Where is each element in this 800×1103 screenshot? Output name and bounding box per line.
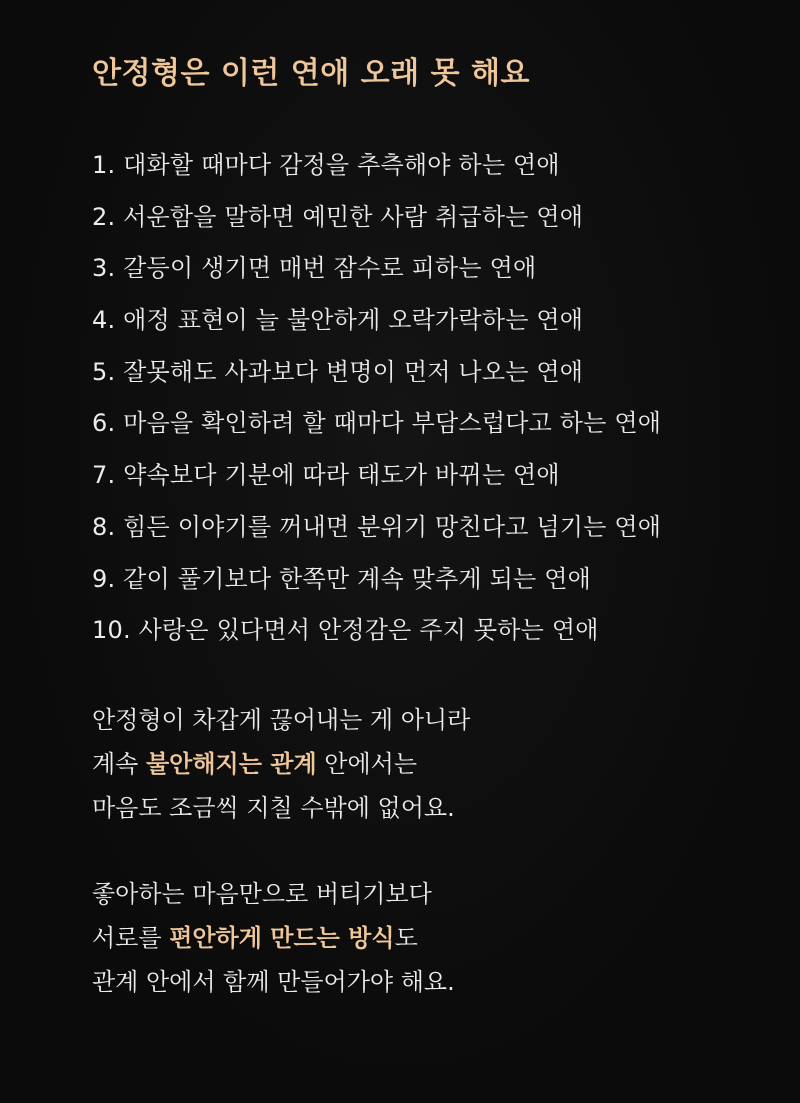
list-item: 4. 애정 표현이 늘 불안하게 오락가락하는 연애 — [92, 306, 584, 335]
paragraph-2-line-2 — [92, 916, 455, 960]
reason-list — [92, 140, 661, 657]
paragraph-1-highlight: 불안해지는 관계 — [146, 750, 317, 778]
paragraph-2 — [92, 872, 455, 1004]
list-item: 9. 같이 풀기보다 한쪽만 계속 맞추게 되는 연애 — [92, 564, 592, 593]
page-title: 안정형은 이런 연애 오래 못 해요 — [92, 56, 530, 91]
paragraph-1 — [92, 698, 470, 830]
list-item: 7. 약속보다 기분에 따라 태도가 바뀌는 연애 — [92, 461, 560, 490]
list-item: 6. 마음을 확인하려 할 때마다 부담스럽다고 하는 연애 — [92, 409, 662, 438]
paragraph-1-line-2 — [92, 742, 470, 786]
list-item: 10. 사랑은 있다면서 안정감은 주지 못하는 연애 — [92, 616, 599, 645]
paragraph-1-line-1: 안정형이 차갑게 끊어내는 게 아니라 — [92, 706, 471, 734]
paragraph-2-line-1: 좋아하는 마음만으로 버티기보다 — [92, 880, 432, 908]
paragraph-1-line-3: 마음도 조금씩 지칠 수밖에 없어요. — [92, 794, 455, 822]
list-item: 1. 대화할 때마다 감정을 추측해야 하는 연애 — [92, 151, 560, 179]
paragraph-2-line-3: 관계 안에서 함께 만들어가야 해요. — [92, 968, 455, 996]
paragraph-1-line-2-pre: 계속 — [92, 750, 146, 778]
list-item: 3. 갈등이 생기면 매번 잠수로 피하는 연애 — [92, 254, 537, 283]
list-item: 5. 잘못해도 사과보다 변명이 먼저 나오는 연애 — [92, 357, 584, 386]
list-item: 8. 힘든 이야기를 꺼내면 분위기 망친다고 넘기는 연애 — [92, 512, 662, 541]
paragraph-2-line-2-pre: 서로를 — [92, 924, 170, 952]
paragraph-2-highlight: 편안하게 만드는 방식 — [169, 924, 395, 952]
list-item: 2. 서운함을 말하면 예민한 사람 취급하는 연애 — [92, 202, 584, 231]
paragraph-2-line-2-post: 도 — [394, 924, 418, 952]
paragraph-1-line-2-post: 안에서는 — [316, 750, 418, 778]
